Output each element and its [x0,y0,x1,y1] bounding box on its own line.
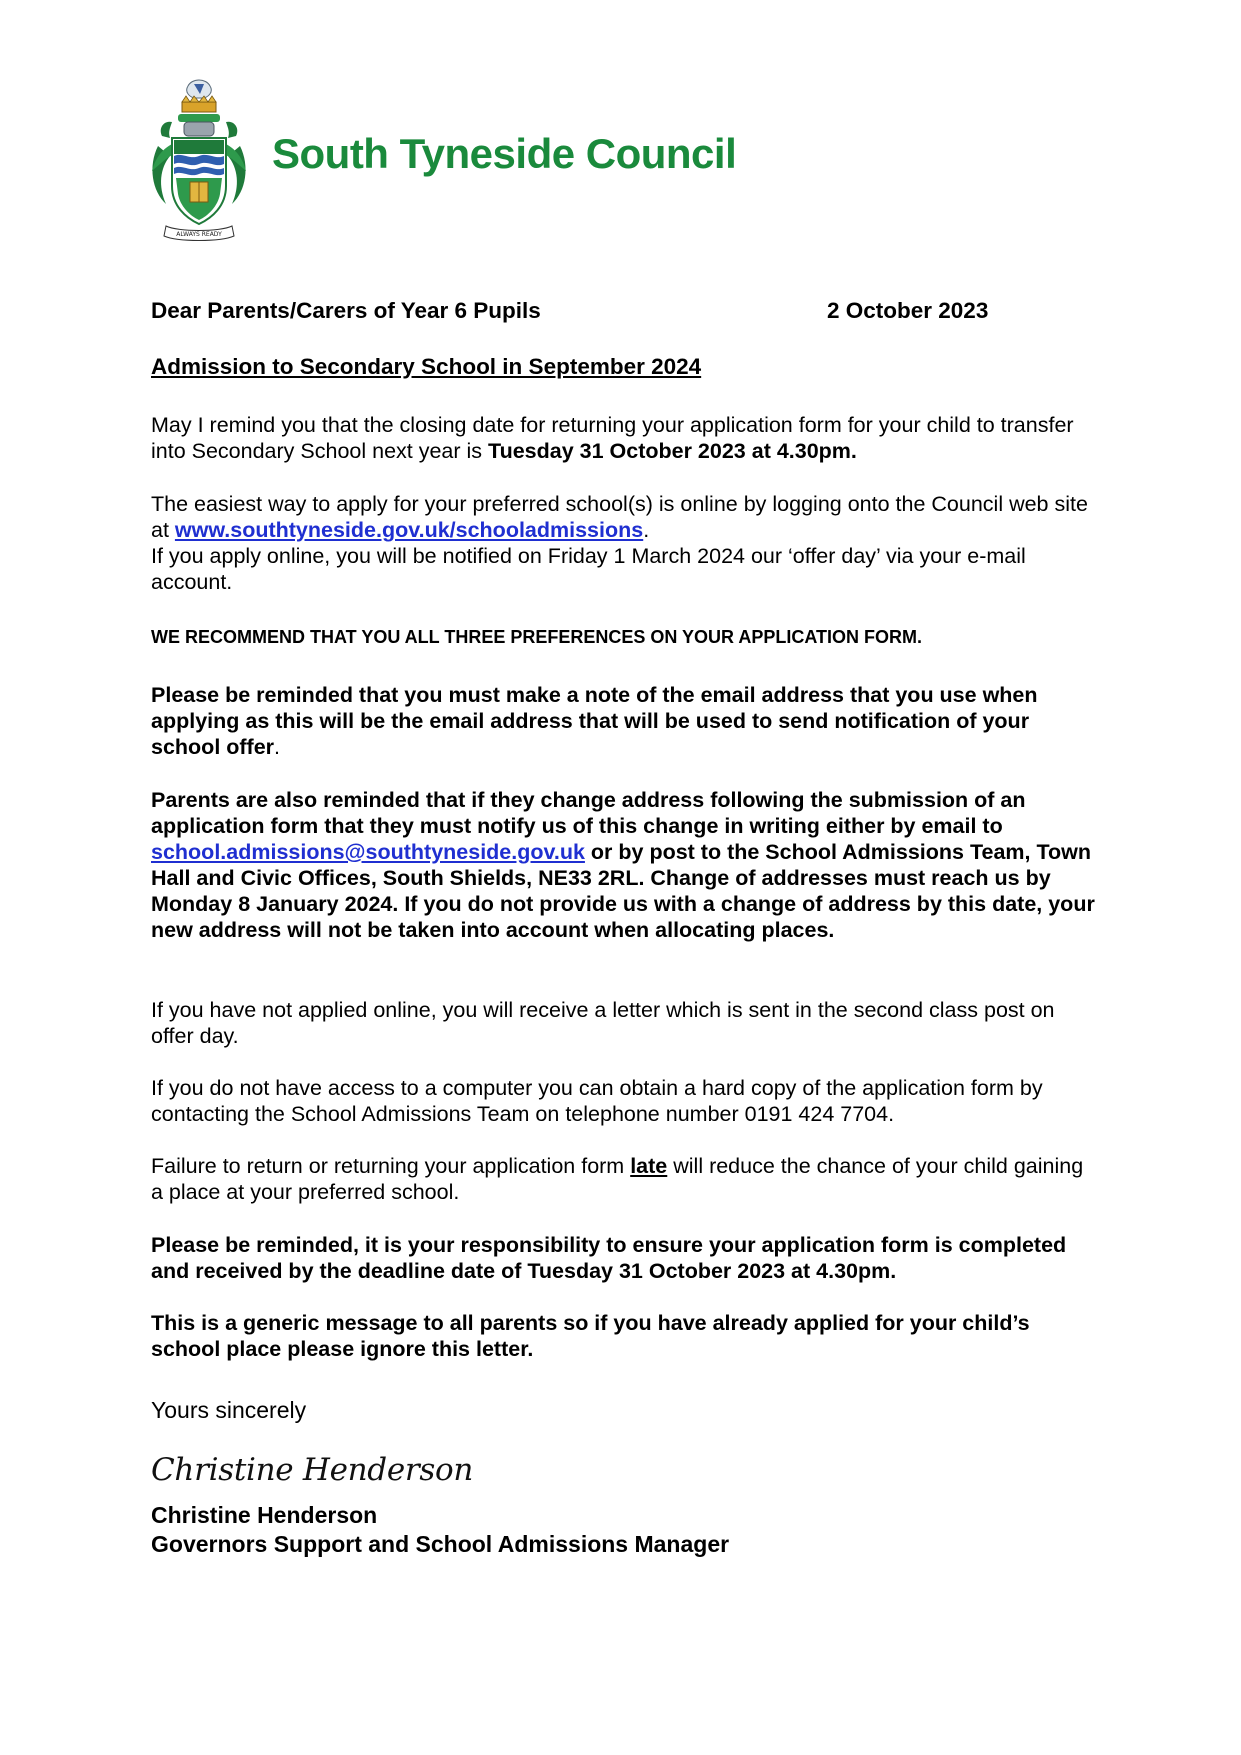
council-name: South Tyneside Council [272,130,737,177]
offer-day-text: If you apply online, you will be notified on Friday 1 March 2024 our ‘offer day’ via your e-mail account. [151,544,1026,594]
paragraph-closing-date [151,412,1101,464]
paragraph-generic [151,1310,1101,1362]
email-note-text: Please be reminded that you must make a note of the email address that you use when applying as this will be the email address that will be used to send notification of your school offer [151,683,1038,759]
paragraph-responsibility [151,1232,1101,1284]
failure-text-2: will reduce the chance of your child gaining a place at your preferred school. [151,1154,1084,1204]
no-computer-text: If you do not have access to a computer you can obtain a hard copy of the application form by contacting the School Admissions Team on telephone number 0191 424 7704. [151,1076,1043,1126]
failure-text-1: Failure to return or returning your application form [151,1154,631,1178]
signatory-role: Governors Support and School Admissions Manager [151,1531,730,1557]
email-note-end: . [274,735,281,759]
handwritten-signature: Christine Henderson [151,1452,474,1488]
paragraph-no-computer [151,1075,1101,1127]
paragraph-offline [151,997,1101,1049]
apply-online-text: The easiest way to apply for your preferred school(s) is online by logging onto the Council web site at [151,492,1088,542]
admissions-email-link[interactable]: school.admissions@southtyneside.gov.uk [151,840,585,864]
crest-motto: ALWAYS READY [176,231,222,238]
admissions-website-link[interactable]: www.southtyneside.gov.uk/schooladmissions [174,518,644,542]
salutation: Dear Parents/Carers of Year 6 Pupils [151,298,541,323]
generic-text: This is a generic message to all parents so if you have already applied for your child’s school place please ignore this letter. [151,1311,1030,1361]
paragraph-email-note [151,682,1101,760]
subject-line [151,354,1101,380]
responsibility-text: Please be reminded, it is your responsibility to ensure your application form is completed and received by the deadline date of Tuesday 31 October 2023 at 4.30pm. [151,1233,1067,1283]
salutation-row [151,297,1011,325]
letter-subject: Admission to Secondary School in September 2024 [151,354,702,379]
address-text-1: Parents are also reminded that if they change address following the submission of an application form that they must notify us of this change in writing either by email to [151,788,1026,838]
paragraph-change-of-address [151,787,1101,943]
offline-text: If you have not applied online, you will receive a letter which is sent in the second class post on offer day. [151,998,1055,1048]
letter-date: 2 October 2023 [827,298,989,323]
closing-date-text: May I remind you that the closing date for returning your application form for your child to transfer into Secondary School next year is [151,413,1074,463]
recommendation [151,623,1101,650]
recommendation-text: WE RECOMMEND THAT YOU ALL THREE PREFERENCES ON YOUR APPLICATION FORM. [151,627,923,647]
paragraph-apply-online [151,491,1101,595]
failure-late: late [630,1154,668,1178]
apply-online-end: . [643,518,650,542]
closing: Yours sincerely [151,1397,307,1423]
closing-date-deadline: Tuesday 31 October 2023 at 4.30pm. [488,439,857,463]
council-crest-logo [148,76,250,242]
address-text-2: or by post to the School Admissions Team, Town Hall and Civic Offices, South Shields, NE33 2RL. Change of addresses must reach us by Monday 8 January 2024. If you do not provide us with a change of address by this date, your new address will not be taken into account when allocating places. [151,840,1095,942]
paragraph-failure [151,1153,1101,1205]
signatory-name: Christine Henderson [151,1502,378,1528]
